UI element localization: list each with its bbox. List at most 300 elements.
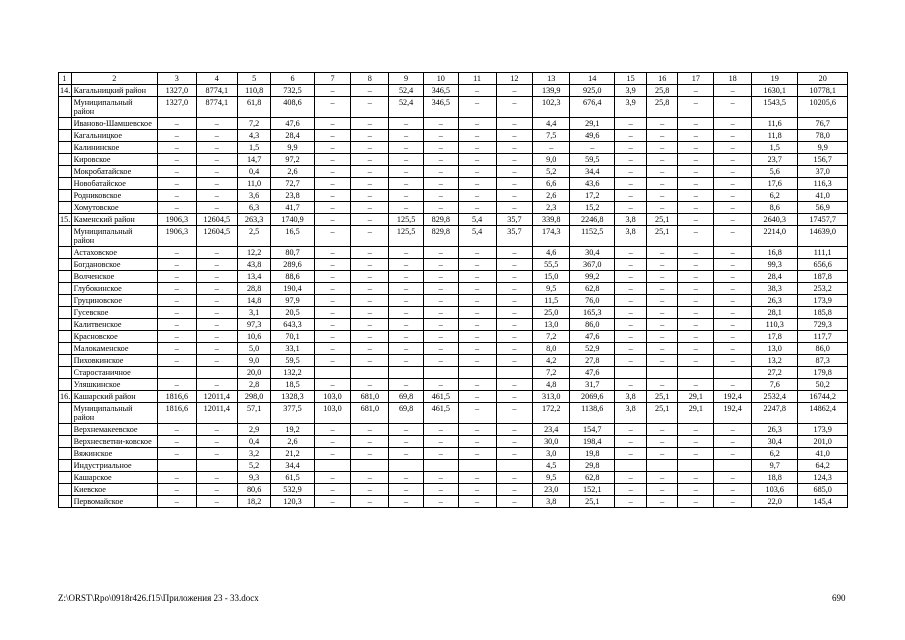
- value-cell: 198,4: [570, 436, 615, 448]
- data-table: [58, 72, 848, 508]
- value-cell: 12,2: [237, 247, 271, 259]
- value-cell: –: [423, 343, 458, 355]
- value-cell: –: [423, 283, 458, 295]
- district-name-cell: 2: [71, 73, 157, 85]
- value-cell: –: [458, 307, 496, 319]
- value-cell: 52,9: [570, 343, 615, 355]
- value-cell: –: [351, 226, 389, 247]
- value-cell: –: [533, 142, 570, 154]
- value-cell: 37,0: [798, 166, 848, 178]
- value-cell: –: [314, 166, 351, 178]
- value-cell: 172,2: [533, 403, 570, 424]
- value-cell: 4,5: [533, 460, 570, 472]
- value-cell: –: [714, 472, 752, 484]
- value-cell: –: [646, 295, 678, 307]
- value-cell: –: [351, 355, 389, 367]
- value-cell: 17,6: [752, 178, 798, 190]
- value-cell: 7,2: [533, 331, 570, 343]
- value-cell: –: [314, 118, 351, 130]
- value-cell: 656,6: [798, 259, 848, 271]
- value-cell: 346,5: [423, 97, 458, 118]
- value-cell: 23,4: [533, 424, 570, 436]
- value-cell: –: [389, 319, 424, 331]
- value-cell: 12011,4: [196, 403, 237, 424]
- value-cell: 20,5: [271, 307, 314, 319]
- district-name-cell: Муниципальный район: [71, 403, 157, 424]
- value-cell: 13,0: [533, 319, 570, 331]
- value-cell: 21,2: [271, 448, 314, 460]
- table-row: [59, 424, 848, 436]
- value-cell: –: [646, 343, 678, 355]
- value-cell: –: [678, 379, 714, 391]
- value-cell: –: [314, 448, 351, 460]
- value-cell: 2,5: [237, 226, 271, 247]
- value-cell: 367,0: [570, 259, 615, 271]
- value-cell: 14862,4: [798, 403, 848, 424]
- value-cell: –: [678, 130, 714, 142]
- value-cell: 18,2: [237, 496, 271, 508]
- district-name-cell: Первомайское: [71, 496, 157, 508]
- value-cell: 8774,1: [196, 97, 237, 118]
- value-cell: –: [196, 178, 237, 190]
- value-cell: 408,6: [271, 97, 314, 118]
- value-cell: –: [423, 307, 458, 319]
- value-cell: –: [615, 319, 647, 331]
- district-name-cell: Верхнесветни-ковское: [71, 436, 157, 448]
- value-cell: 34,4: [570, 166, 615, 178]
- row-number-cell: [59, 331, 72, 343]
- value-cell: –: [458, 85, 496, 97]
- value-cell: 829,8: [423, 226, 458, 247]
- value-cell: –: [678, 484, 714, 496]
- value-cell: –: [646, 472, 678, 484]
- value-cell: 62,8: [570, 472, 615, 484]
- district-name-cell: Муниципальный район: [71, 226, 157, 247]
- value-cell: 4: [196, 73, 237, 85]
- value-cell: –: [351, 142, 389, 154]
- value-cell: 9,0: [533, 154, 570, 166]
- row-number-cell: 1: [59, 73, 72, 85]
- value-cell: 76,7: [798, 118, 848, 130]
- value-cell: –: [351, 190, 389, 202]
- value-cell: –: [351, 166, 389, 178]
- value-cell: 103,0: [314, 403, 351, 424]
- value-cell: [389, 460, 424, 472]
- value-cell: –: [714, 496, 752, 508]
- value-cell: 55,5: [533, 259, 570, 271]
- value-cell: –: [714, 166, 752, 178]
- row-number-cell: 16.: [60, 392, 71, 401]
- value-cell: 12604,5: [196, 226, 237, 247]
- value-cell: –: [458, 259, 496, 271]
- value-cell: 8,6: [752, 202, 798, 214]
- value-cell: –: [678, 178, 714, 190]
- value-cell: 124,3: [798, 472, 848, 484]
- value-cell: –: [196, 307, 237, 319]
- value-cell: 5,6: [752, 166, 798, 178]
- value-cell: 3,0: [533, 448, 570, 460]
- value-cell: 9,5: [533, 283, 570, 295]
- value-cell: 15,0: [533, 271, 570, 283]
- value-cell: 125,5: [389, 214, 424, 226]
- value-cell: –: [714, 379, 752, 391]
- district-name-cell: Гусевское: [71, 307, 157, 319]
- value-cell: –: [496, 190, 533, 202]
- table-row: [59, 202, 848, 214]
- row-number-cell: [59, 190, 72, 202]
- row-number-cell: [59, 319, 72, 331]
- value-cell: 190,4: [271, 283, 314, 295]
- value-cell: –: [157, 343, 196, 355]
- value-cell: –: [314, 436, 351, 448]
- value-cell: 86,0: [570, 319, 615, 331]
- value-cell: –: [351, 436, 389, 448]
- value-cell: –: [678, 319, 714, 331]
- value-cell: [314, 460, 351, 472]
- value-cell: 52,4: [389, 85, 424, 97]
- value-cell: –: [196, 331, 237, 343]
- district-name-cell: Пиховкинское: [71, 355, 157, 367]
- value-cell: 1906,3: [157, 214, 196, 226]
- value-cell: [351, 367, 389, 379]
- value-cell: –: [157, 271, 196, 283]
- row-number-cell: [59, 166, 72, 178]
- row-number-cell: [59, 367, 72, 379]
- value-cell: –: [157, 190, 196, 202]
- value-cell: 30,4: [752, 436, 798, 448]
- value-cell: –: [314, 343, 351, 355]
- value-cell: –: [157, 178, 196, 190]
- value-cell: –: [615, 355, 647, 367]
- value-cell: [157, 367, 196, 379]
- value-cell: 80,7: [271, 247, 314, 259]
- value-cell: 41,0: [798, 448, 848, 460]
- row-number-cell: [59, 97, 72, 118]
- value-cell: 1816,6: [157, 403, 196, 424]
- value-cell: –: [157, 202, 196, 214]
- value-cell: 3,8: [615, 403, 647, 424]
- value-cell: 1,5: [752, 142, 798, 154]
- value-cell: –: [496, 496, 533, 508]
- value-cell: 3,8: [615, 214, 647, 226]
- value-cell: –: [389, 448, 424, 460]
- table-row: [59, 178, 848, 190]
- value-cell: 14,8: [237, 295, 271, 307]
- value-cell: –: [678, 154, 714, 166]
- district-name-cell: Астаховское: [71, 247, 157, 259]
- value-cell: 28,8: [237, 283, 271, 295]
- table-row: [59, 226, 848, 247]
- value-cell: 50,2: [798, 379, 848, 391]
- value-cell: –: [351, 496, 389, 508]
- value-cell: 35,7: [496, 226, 533, 247]
- value-cell: –: [714, 343, 752, 355]
- value-cell: 26,3: [752, 295, 798, 307]
- value-cell: 103,0: [314, 391, 351, 403]
- value-cell: 4,6: [533, 247, 570, 259]
- value-cell: –: [389, 142, 424, 154]
- value-cell: –: [196, 472, 237, 484]
- value-cell: –: [458, 436, 496, 448]
- value-cell: –: [389, 259, 424, 271]
- value-cell: –: [389, 484, 424, 496]
- value-cell: –: [423, 190, 458, 202]
- value-cell: 120,3: [271, 496, 314, 508]
- district-name-cell: Киевское: [71, 484, 157, 496]
- value-cell: –: [196, 247, 237, 259]
- value-cell: 192,4: [714, 403, 752, 424]
- value-cell: –: [423, 271, 458, 283]
- value-cell: 2069,6: [570, 391, 615, 403]
- value-cell: 4,2: [533, 355, 570, 367]
- value-cell: 69,8: [389, 391, 424, 403]
- value-cell: –: [196, 448, 237, 460]
- value-cell: 174,3: [533, 226, 570, 247]
- table-row: [59, 307, 848, 319]
- value-cell: 2,6: [533, 190, 570, 202]
- value-cell: –: [646, 142, 678, 154]
- value-cell: –: [496, 118, 533, 130]
- value-cell: –: [646, 118, 678, 130]
- value-cell: –: [678, 259, 714, 271]
- value-cell: –: [714, 424, 752, 436]
- value-cell: 35,7: [496, 214, 533, 226]
- value-cell: –: [351, 295, 389, 307]
- value-cell: –: [314, 178, 351, 190]
- value-cell: –: [714, 319, 752, 331]
- value-cell: 47,6: [570, 331, 615, 343]
- value-cell: [196, 367, 237, 379]
- value-cell: 1328,3: [271, 391, 314, 403]
- value-cell: 29,1: [678, 403, 714, 424]
- value-cell: 97,2: [271, 154, 314, 166]
- value-cell: 0,4: [237, 436, 271, 448]
- value-cell: –: [389, 202, 424, 214]
- value-cell: –: [458, 142, 496, 154]
- value-cell: –: [615, 259, 647, 271]
- value-cell: 7,2: [533, 367, 570, 379]
- value-cell: 6,6: [533, 178, 570, 190]
- value-cell: [714, 460, 752, 472]
- value-cell: –: [196, 379, 237, 391]
- value-cell: –: [423, 259, 458, 271]
- value-cell: 145,4: [798, 496, 848, 508]
- value-cell: –: [714, 436, 752, 448]
- value-cell: 5,0: [237, 343, 271, 355]
- value-cell: –: [496, 166, 533, 178]
- value-cell: –: [458, 166, 496, 178]
- value-cell: [314, 367, 351, 379]
- value-cell: 643,3: [271, 319, 314, 331]
- value-cell: –: [314, 202, 351, 214]
- value-cell: 6,3: [237, 202, 271, 214]
- value-cell: –: [496, 403, 533, 424]
- value-cell: 377,5: [271, 403, 314, 424]
- value-cell: 5: [237, 73, 271, 85]
- value-cell: 3,6: [237, 190, 271, 202]
- value-cell: –: [314, 331, 351, 343]
- value-cell: –: [646, 130, 678, 142]
- value-cell: 70,1: [271, 331, 314, 343]
- row-number-cell: [59, 178, 72, 190]
- value-cell: –: [615, 154, 647, 166]
- value-cell: 25,8: [646, 85, 678, 97]
- value-cell: 11,8: [752, 130, 798, 142]
- value-cell: 1152,5: [570, 226, 615, 247]
- value-cell: 9,3: [237, 472, 271, 484]
- value-cell: 1740,9: [271, 214, 314, 226]
- table-row: [59, 391, 848, 403]
- district-name-cell: Каменский район: [71, 214, 157, 226]
- value-cell: –: [157, 496, 196, 508]
- table-row: [59, 355, 848, 367]
- table-row: [59, 496, 848, 508]
- value-cell: –: [714, 247, 752, 259]
- value-cell: –: [458, 154, 496, 166]
- value-cell: –: [615, 271, 647, 283]
- value-cell: –: [389, 283, 424, 295]
- value-cell: –: [351, 202, 389, 214]
- value-cell: –: [496, 436, 533, 448]
- district-name-cell: Груциновское: [71, 295, 157, 307]
- value-cell: –: [351, 319, 389, 331]
- district-name-cell: Красновское: [71, 331, 157, 343]
- row-number-cell: [59, 202, 72, 214]
- value-cell: –: [351, 484, 389, 496]
- value-cell: –: [458, 118, 496, 130]
- value-cell: 103,6: [752, 484, 798, 496]
- value-cell: –: [389, 190, 424, 202]
- row-number-cell: [59, 343, 72, 355]
- value-cell: [496, 367, 533, 379]
- value-cell: –: [314, 379, 351, 391]
- value-cell: [646, 367, 678, 379]
- value-cell: 7,6: [752, 379, 798, 391]
- value-cell: –: [458, 247, 496, 259]
- value-cell: –: [458, 391, 496, 403]
- value-cell: –: [196, 166, 237, 178]
- district-name-cell: Вяжинское: [71, 448, 157, 460]
- value-cell: 4,3: [237, 130, 271, 142]
- value-cell: –: [615, 202, 647, 214]
- value-cell: –: [423, 202, 458, 214]
- value-cell: 5,2: [237, 460, 271, 472]
- row-number-cell: [59, 460, 72, 472]
- value-cell: 27,8: [570, 355, 615, 367]
- value-cell: 43,6: [570, 178, 615, 190]
- district-name-cell: Кашарское: [71, 472, 157, 484]
- value-cell: –: [389, 118, 424, 130]
- value-cell: –: [646, 247, 678, 259]
- table-row: [59, 472, 848, 484]
- value-cell: –: [714, 271, 752, 283]
- value-cell: 14639,0: [798, 226, 848, 247]
- value-cell: 17457,7: [798, 214, 848, 226]
- district-name-cell: Иваново-Шамшевское: [71, 118, 157, 130]
- table-row: [59, 379, 848, 391]
- value-cell: –: [496, 259, 533, 271]
- value-cell: –: [157, 448, 196, 460]
- table-row: [59, 367, 848, 379]
- district-name-cell: Муниципальный район: [71, 97, 157, 118]
- value-cell: –: [714, 85, 752, 97]
- value-cell: 676,4: [570, 97, 615, 118]
- value-cell: –: [496, 391, 533, 403]
- value-cell: –: [423, 178, 458, 190]
- district-name-cell: Богдановское: [71, 259, 157, 271]
- value-cell: 5,4: [458, 214, 496, 226]
- value-cell: 3,8: [533, 496, 570, 508]
- value-cell: 461,5: [423, 403, 458, 424]
- value-cell: –: [157, 484, 196, 496]
- value-cell: –: [157, 247, 196, 259]
- value-cell: –: [314, 226, 351, 247]
- value-cell: 13,4: [237, 271, 271, 283]
- value-cell: [157, 460, 196, 472]
- row-number-cell: [59, 295, 72, 307]
- value-cell: –: [351, 343, 389, 355]
- value-cell: 10778,1: [798, 85, 848, 97]
- value-cell: –: [351, 259, 389, 271]
- value-cell: 14: [570, 73, 615, 85]
- value-cell: 187,8: [798, 271, 848, 283]
- value-cell: –: [678, 343, 714, 355]
- value-cell: 139,9: [533, 85, 570, 97]
- value-cell: 2,3: [533, 202, 570, 214]
- value-cell: –: [678, 295, 714, 307]
- value-cell: 34,4: [271, 460, 314, 472]
- value-cell: 152,1: [570, 484, 615, 496]
- value-cell: –: [351, 472, 389, 484]
- value-cell: –: [615, 247, 647, 259]
- value-cell: –: [389, 379, 424, 391]
- value-cell: 52,4: [389, 97, 424, 118]
- value-cell: 23,8: [271, 190, 314, 202]
- value-cell: 10: [423, 73, 458, 85]
- value-cell: –: [196, 424, 237, 436]
- row-number-cell: [59, 424, 72, 436]
- district-name-cell: Уляшкинское: [71, 379, 157, 391]
- value-cell: –: [714, 202, 752, 214]
- value-cell: 8,0: [533, 343, 570, 355]
- row-number-cell: [59, 226, 72, 247]
- value-cell: –: [646, 331, 678, 343]
- value-cell: –: [196, 130, 237, 142]
- row-number-cell: [59, 436, 72, 448]
- value-cell: –: [615, 472, 647, 484]
- value-cell: 16,8: [752, 247, 798, 259]
- value-cell: –: [678, 190, 714, 202]
- value-cell: –: [496, 319, 533, 331]
- row-number-cell: [59, 484, 72, 496]
- value-cell: –: [615, 379, 647, 391]
- value-cell: 2,8: [237, 379, 271, 391]
- value-cell: 12011,4: [196, 391, 237, 403]
- district-name-cell: Новобатайское: [71, 178, 157, 190]
- value-cell: –: [314, 295, 351, 307]
- value-cell: –: [458, 130, 496, 142]
- value-cell: –: [646, 259, 678, 271]
- table-row: [59, 343, 848, 355]
- value-cell: 110,8: [237, 85, 271, 97]
- value-cell: –: [423, 295, 458, 307]
- value-cell: 9,5: [533, 472, 570, 484]
- value-cell: 2247,8: [752, 403, 798, 424]
- district-name-cell: Калининское: [71, 142, 157, 154]
- value-cell: –: [496, 85, 533, 97]
- row-number-cell: [59, 403, 72, 424]
- value-cell: [496, 460, 533, 472]
